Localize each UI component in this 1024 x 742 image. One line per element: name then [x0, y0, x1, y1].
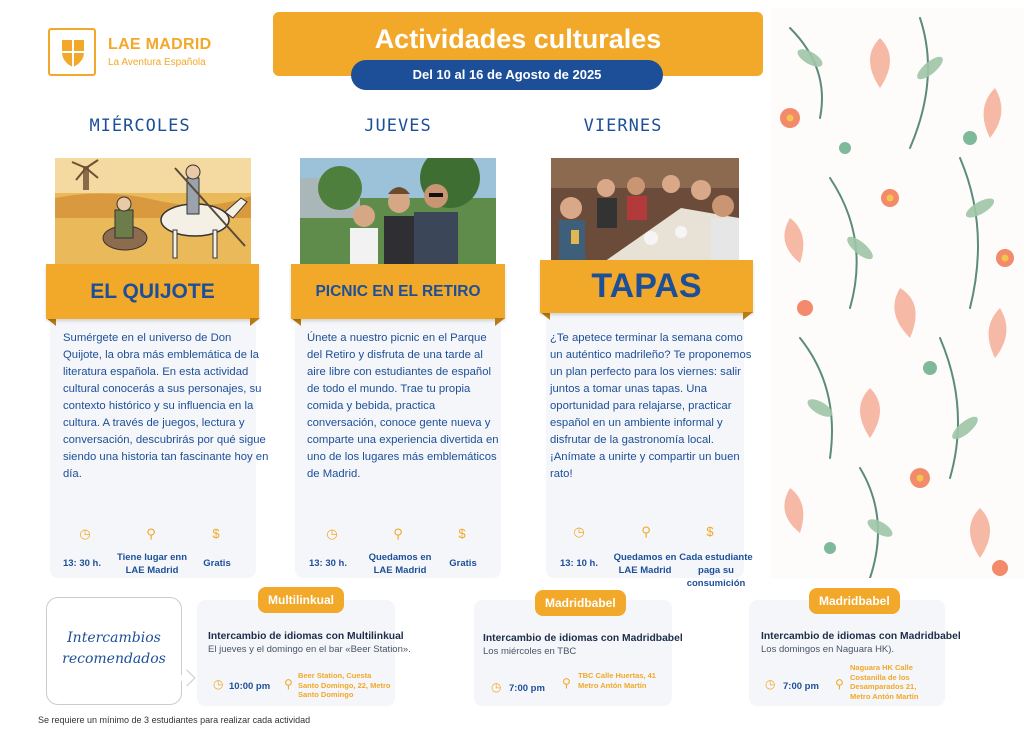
clock-icon: ◷	[491, 680, 502, 694]
day-label-friday: VIERNES	[583, 116, 663, 136]
exchange-title: Intercambio de idiomas con Multilinkual	[208, 631, 404, 642]
day-label-thursday: JUEVES	[364, 116, 432, 136]
dollar-icon: $	[458, 526, 466, 541]
exchange-time: 7:00 pm	[783, 681, 819, 692]
exchange-title: Intercambio de idiomas con Madridbabel	[483, 633, 683, 644]
activity-place: Quedamos en LAE Madrid	[368, 552, 432, 576]
activity-price: Gratis	[203, 558, 231, 569]
activity-description-tapas: ¿Te apetece terminar la semana como un auténtico madrileño? Te proponemos un plan perfecto para los viernes: salir juntos a tomar unas tapas. Una oportunidad para relajarse, practicar español en un ambiente informal y disfrutar de la gastronomía local. ¡Anímate a unirte y compartir un buen rato!	[550, 332, 752, 480]
exchange-subtitle: Los miércoles en TBC	[483, 646, 577, 657]
activity-description-picnic: Únete a nuestro picnic en el Parque del Retiro y disfruta de una tarde al aire libre con estudiantes de español de todo el mundo. Trae tu propia comida y bebida, practica conversación, conoce gente nueva y comparte una experiencia divertida en uno de los lugares más emblemáticos de Madrid.	[307, 332, 499, 480]
ribbon-fold	[46, 318, 56, 326]
floral-decoration	[770, 8, 1024, 578]
exchange-tag: Madridbabel	[535, 590, 626, 616]
picnic-photo	[300, 158, 496, 264]
activity-place: Quedamos en LAE Madrid	[613, 552, 677, 576]
page-title: Actividades culturales	[374, 24, 662, 54]
activity-title-picnic: PICNIC EN EL RETIRO	[291, 264, 505, 319]
exchange-title: Intercambio de idiomas con Madridbabel	[761, 631, 961, 642]
activity-title-tapas: TAPAS	[540, 260, 753, 313]
ribbon-fold	[250, 318, 260, 326]
date-range-badge: Del 10 al 16 de Agosto de 2025	[351, 60, 663, 90]
shield-logo-icon	[48, 28, 96, 76]
logo	[48, 28, 218, 78]
exchange-tag: Madridbabel	[809, 588, 900, 614]
exchange-time: 10:00 pm	[229, 681, 271, 692]
activity-place: Tiene lugar enn LAE Madrid	[116, 552, 188, 576]
exchange-tag: Multilinkual	[258, 587, 344, 613]
exchange-subtitle: Los domingos en Naguara HK).	[761, 644, 895, 655]
exchange-location: Naguara HK Calle Costanilla de los Desamparados 21, Metro Antón Martín	[850, 663, 919, 701]
location-pin-icon: ⚲	[641, 524, 651, 539]
exchanges-heading: Intercambios recomendados	[62, 630, 166, 667]
clock-icon: ◷	[573, 524, 585, 539]
quijote-illustration	[55, 158, 251, 264]
logo-tagline: La Aventura Española	[108, 57, 206, 68]
clock-icon: ◷	[79, 526, 91, 541]
clock-icon: ◷	[765, 677, 776, 691]
tapas-photo	[551, 158, 739, 264]
exchange-time: 7:00 pm	[509, 683, 545, 694]
ribbon-fold	[743, 312, 753, 320]
activity-time: 13: 30 h.	[62, 558, 102, 569]
logo-name: LAE MADRID	[108, 36, 212, 53]
clock-icon: ◷	[213, 677, 224, 691]
location-pin-icon: ⚲	[284, 677, 293, 691]
ribbon-fold	[540, 312, 550, 320]
dollar-icon: $	[212, 526, 220, 541]
exchange-location: Beer Station, Cuesta Santo Domingo, 22, Metro Santo Domingo	[298, 671, 391, 699]
location-pin-icon: ⚲	[393, 526, 403, 541]
activity-title-quijote: EL QUIJOTE	[46, 264, 259, 319]
exchange-location: TBC Calle Huertas, 41 Metro Antón Martín	[578, 671, 656, 690]
activity-price: Gratis	[449, 558, 477, 569]
ribbon-fold	[495, 318, 505, 326]
clock-icon: ◷	[326, 526, 338, 541]
ribbon-fold	[291, 318, 301, 326]
dollar-icon: $	[706, 524, 714, 539]
day-label-wednesday: MIÉRCOLES	[89, 116, 191, 136]
location-pin-icon: ⚲	[562, 676, 571, 690]
minimum-students-note: Se requiere un mínimo de 3 estudiantes para realizar cada actividad	[38, 715, 311, 725]
location-pin-icon: ⚲	[146, 526, 156, 541]
activity-description-quijote: Sumérgete en el universo de Don Quijote, la obra más emblemática de la literatura española. En esta actividad cultural conocerás a sus personajes, su contexto histórico y su influencia en la cultura. A través de juegos, lectura y conversación, descubrirás por qué sigue siendo una historia tan fascinante hoy en día.	[63, 332, 269, 480]
activity-time: 13: 10 h.	[559, 558, 599, 569]
activity-time: 13: 30 h.	[308, 558, 348, 569]
activity-price: Cada estudiante paga su consumición	[679, 552, 753, 589]
exchange-subtitle: El jueves y el domingo en el bar «Beer Station».	[208, 644, 411, 655]
location-pin-icon: ⚲	[835, 677, 844, 691]
